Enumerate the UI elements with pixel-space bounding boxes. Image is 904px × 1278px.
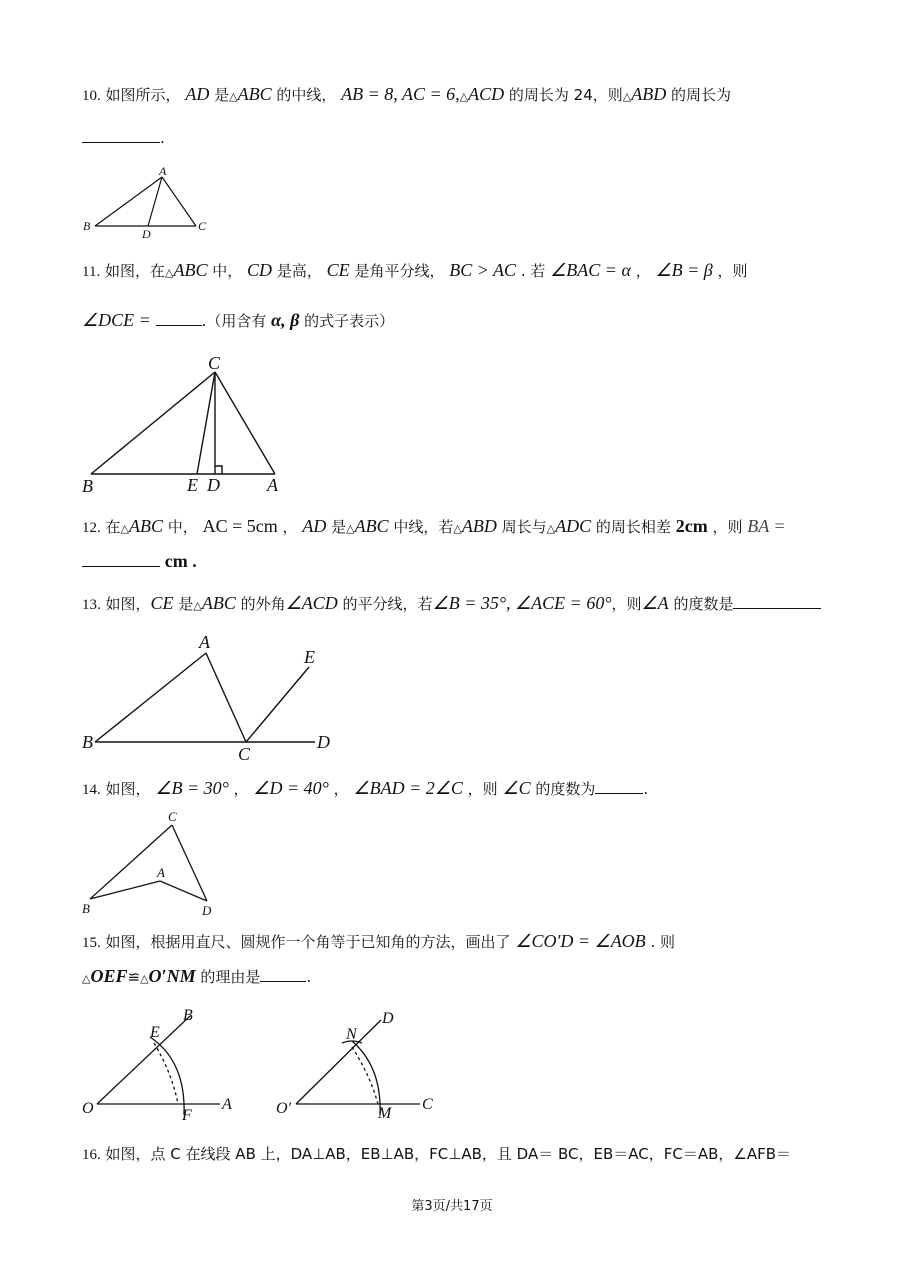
text: ，则 xyxy=(467,780,498,798)
q12-line1 xyxy=(82,514,786,541)
label-d: D xyxy=(142,227,151,241)
math: ABD xyxy=(461,516,497,536)
question-number: 10. xyxy=(82,88,101,104)
text: ，则 xyxy=(611,595,642,613)
label-a: A xyxy=(267,475,278,495)
text: ，则 xyxy=(712,518,743,536)
text: 如图， xyxy=(105,780,151,798)
label-d: D xyxy=(202,903,212,918)
label-b: B xyxy=(82,476,93,496)
math: α, β xyxy=(271,310,300,330)
question-number: 14. xyxy=(82,782,101,798)
label-b: B xyxy=(82,732,93,752)
math: ABD xyxy=(631,84,667,104)
text: 如图，点 C 在线段 AB 上，DA⊥AB，EB⊥AB，FC⊥AB，且 DA＝ BC，EB＝AC，FC＝AB，∠AFB＝ xyxy=(105,1145,792,1163)
math: OEF xyxy=(90,966,128,986)
answer-blank[interactable] xyxy=(733,592,821,609)
label-a: A xyxy=(157,865,165,880)
label-a: A xyxy=(159,164,167,178)
text: 中线，若 xyxy=(393,518,454,536)
text: . xyxy=(306,968,312,986)
q16-line1 xyxy=(82,1142,791,1167)
triangle-icon: △ xyxy=(193,599,202,612)
text: 的理由是 xyxy=(200,968,261,986)
label-c: C xyxy=(238,744,251,764)
math: ACD xyxy=(468,84,505,104)
question-number: 16. xyxy=(82,1147,101,1163)
math: BC > AC xyxy=(449,260,517,280)
q15-figure-left xyxy=(80,1003,250,1128)
math: ∠BAD = 2∠C xyxy=(353,778,463,798)
label-o: O xyxy=(82,1100,94,1117)
segment-ac xyxy=(162,177,196,226)
math: AD xyxy=(185,84,210,104)
triangle-icon: △ xyxy=(82,972,91,985)
text: ， xyxy=(233,780,249,798)
text: 的周长为 xyxy=(671,86,732,104)
text: 是 xyxy=(214,86,230,104)
text: . 则 xyxy=(650,933,676,951)
math: ∠B = β xyxy=(655,260,713,280)
text: . xyxy=(643,780,649,798)
math: ∠CO′D = ∠AOB xyxy=(515,931,646,951)
q14-figure xyxy=(80,806,220,918)
triangle-icon: △ xyxy=(229,90,238,103)
q10-line1 xyxy=(82,82,731,109)
segment-ad xyxy=(160,881,207,901)
segment-ad xyxy=(148,177,162,226)
ray-ob xyxy=(97,1016,190,1104)
label-b: B xyxy=(183,1007,193,1024)
math: ∠A xyxy=(641,593,669,613)
answer-blank[interactable] xyxy=(156,309,202,326)
text: 的式子表示） xyxy=(304,312,395,330)
triangle-icon: △ xyxy=(346,522,355,535)
text: 的周长为 24，则 xyxy=(508,86,623,104)
text: 是角平分线， xyxy=(354,262,445,280)
triangle-icon: △ xyxy=(165,266,174,279)
triangle-icon: △ xyxy=(622,90,632,103)
label-d: D xyxy=(317,732,330,752)
math: CE xyxy=(326,260,350,280)
q15-line1 xyxy=(82,929,675,955)
math: O′NM xyxy=(148,966,196,986)
label-f: F xyxy=(182,1107,192,1124)
math: ABC xyxy=(173,260,208,280)
math: ∠DCE = xyxy=(82,310,151,330)
math: ABC xyxy=(201,593,236,613)
segment-bc xyxy=(91,372,215,474)
math: ∠B = 35°, ∠ACE = 60° xyxy=(432,593,612,613)
q13-line1 xyxy=(82,591,821,618)
segment-cd xyxy=(172,825,207,901)
math: ABC xyxy=(354,516,389,536)
text: 如图所示， xyxy=(105,86,181,104)
label-a: A xyxy=(222,1096,232,1113)
q11-figure xyxy=(80,350,300,500)
label-c: C xyxy=(422,1096,433,1113)
unit: cm . xyxy=(164,551,197,571)
math: ∠D = 40° xyxy=(253,778,329,798)
math: 2cm xyxy=(675,516,708,536)
math: AC = 5cm xyxy=(202,516,278,536)
label-b: B xyxy=(83,219,91,233)
text: 在 xyxy=(105,518,121,536)
text: 是 xyxy=(331,518,347,536)
text: 是 xyxy=(178,595,194,613)
label-e: E xyxy=(187,475,198,495)
q14-line1 xyxy=(82,776,648,802)
answer-blank[interactable] xyxy=(595,777,643,794)
text: 的度数是 xyxy=(673,595,734,613)
math: ADC xyxy=(555,516,592,536)
q11-line2 xyxy=(82,308,394,333)
text: ，则 xyxy=(717,262,748,280)
math: ABC xyxy=(237,84,272,104)
segment-ba xyxy=(95,653,206,742)
segment-ce xyxy=(246,667,309,742)
segment-ca xyxy=(215,372,275,474)
q11-line1 xyxy=(82,258,748,285)
label-e: E xyxy=(304,647,315,667)
answer-blank[interactable] xyxy=(260,965,306,982)
triangle-icon: △ xyxy=(120,522,130,535)
label-d: D xyxy=(207,475,220,495)
math: ABC xyxy=(129,516,164,536)
label-e: E xyxy=(150,1024,160,1041)
text: ， xyxy=(282,518,298,536)
text: . 若 xyxy=(520,262,546,280)
math: ∠ACD xyxy=(285,593,338,613)
q12-line2 xyxy=(82,549,197,574)
question-number: 13. xyxy=(82,597,101,613)
text: 的度数为 xyxy=(535,780,596,798)
text: 是高， xyxy=(276,262,322,280)
label-b: B xyxy=(82,901,90,916)
question-number: 15. xyxy=(82,935,101,951)
label-c: C xyxy=(208,353,221,373)
q15-figure-right xyxy=(274,1003,444,1128)
label-o-prime: O′ xyxy=(276,1100,292,1117)
math: AD xyxy=(302,516,327,536)
text: 周长与 xyxy=(501,518,547,536)
answer-blank[interactable] xyxy=(82,550,160,567)
answer-blank[interactable] xyxy=(82,126,160,143)
ray-od xyxy=(296,1020,381,1104)
math: BA = xyxy=(747,516,786,536)
congruent-symbol: ≌ xyxy=(127,968,141,986)
text: 的外角 xyxy=(240,595,286,613)
text: .（用含有 xyxy=(201,312,267,330)
text: . xyxy=(160,129,165,147)
label-c: C xyxy=(198,219,207,233)
triangle-icon: △ xyxy=(453,522,462,535)
q13-figure xyxy=(80,628,340,768)
text: ， xyxy=(333,780,349,798)
text: ， xyxy=(635,262,651,280)
triangle-icon: △ xyxy=(459,90,469,103)
page-footer: 第3页/共17页 xyxy=(411,1199,493,1214)
segment-ac xyxy=(206,653,246,742)
label-a: A xyxy=(199,632,210,652)
text: 的中线， xyxy=(276,86,337,104)
text: 如图，在 xyxy=(104,262,165,280)
q15-line2 xyxy=(82,964,311,991)
triangle-icon: △ xyxy=(546,522,556,535)
text: 中， xyxy=(212,262,243,280)
math: ∠B = 30° xyxy=(155,778,229,798)
text: 如图， xyxy=(105,595,151,613)
math: CD xyxy=(247,260,273,280)
math: CE xyxy=(150,593,174,613)
label-m: M xyxy=(378,1105,392,1122)
right-angle-mark xyxy=(215,466,222,474)
triangle-icon: △ xyxy=(140,972,149,985)
segment-ab xyxy=(95,177,162,226)
text: 中， xyxy=(167,518,198,536)
question-number: 12. xyxy=(82,520,101,536)
label-d: D xyxy=(382,1010,394,1027)
question-number: 11. xyxy=(82,264,101,280)
segment-ce xyxy=(197,372,215,474)
q10-figure xyxy=(80,162,220,242)
math: ∠BAC = α xyxy=(550,260,631,280)
text: 如图，根据用直尺、圆规作一个角等于已知角的方法，画出了 xyxy=(105,933,511,951)
label-n: N xyxy=(346,1026,357,1043)
text: 的平分线，若 xyxy=(342,595,433,613)
label-c: C xyxy=(168,809,177,824)
math: AB = 8, AC = 6, xyxy=(341,84,460,104)
q10-answer-line xyxy=(82,126,165,150)
math: ∠C xyxy=(502,778,531,798)
text: 的周长相差 xyxy=(595,518,671,536)
